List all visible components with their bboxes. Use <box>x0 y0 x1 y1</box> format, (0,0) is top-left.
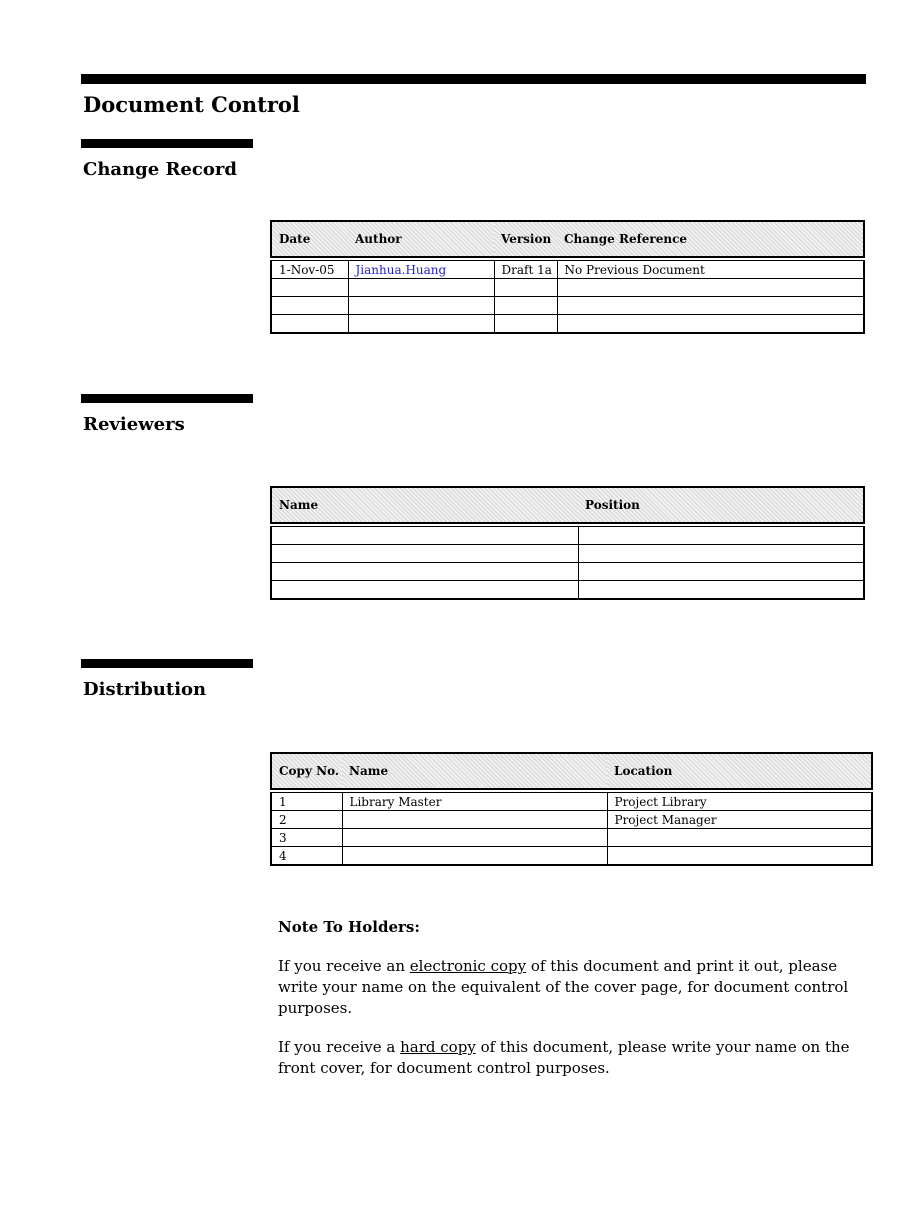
name-cell <box>271 527 578 545</box>
name-cell <box>342 811 607 829</box>
table-row <box>271 793 872 811</box>
name-cell <box>271 545 578 563</box>
column-header-copy-no: Copy No. <box>271 753 342 789</box>
author-cell <box>348 297 494 315</box>
table-row <box>271 545 864 563</box>
section-heading-reviewers: Reviewers <box>83 414 185 435</box>
change-reference-cell <box>557 315 864 334</box>
page-title: Document Control <box>83 92 300 117</box>
position-cell <box>578 527 864 545</box>
author-cell <box>348 279 494 297</box>
version-cell <box>494 297 557 315</box>
section-heading-change-record: Change Record <box>83 159 237 180</box>
location-cell <box>607 847 872 866</box>
reviewers-table <box>270 486 865 600</box>
note-paragraph-hard: If you receive a hard copy of this document, please write your name on the front cover, for document control purposes. <box>278 1038 850 1077</box>
table-header-row <box>271 753 872 789</box>
date-cell <box>271 279 348 297</box>
author-link[interactable]: Jianhua.Huang <box>348 261 494 279</box>
section-rule <box>81 394 253 403</box>
name-cell <box>271 563 578 581</box>
table-row <box>271 829 872 847</box>
change-reference-cell <box>557 279 864 297</box>
column-header-name: Name <box>342 753 607 789</box>
name-cell <box>342 829 607 847</box>
section-rule <box>81 659 253 668</box>
change-record-table <box>270 220 865 334</box>
section-heading-distribution: Distribution <box>83 679 207 700</box>
top-rule <box>81 74 866 84</box>
position-cell <box>578 563 864 581</box>
version-cell <box>494 315 557 334</box>
table-header-row <box>271 221 864 257</box>
version-cell <box>494 279 557 297</box>
copy-no-cell: 4 <box>271 847 342 866</box>
column-header-name: Name <box>271 487 578 523</box>
copy-no-cell: 2 <box>271 811 342 829</box>
table-row <box>271 279 864 297</box>
section-rule <box>81 139 253 148</box>
column-header-location: Location <box>607 753 872 789</box>
location-cell: Project Library <box>607 793 872 811</box>
copy-no-cell: 1 <box>271 793 342 811</box>
table-row <box>271 847 872 866</box>
table-row <box>271 563 864 581</box>
table-row <box>271 811 872 829</box>
name-cell <box>271 581 578 600</box>
name-cell <box>342 847 607 866</box>
column-header-position: Position <box>578 487 864 523</box>
date-cell <box>271 315 348 334</box>
note-to-holders <box>278 917 878 1097</box>
table-row <box>271 581 864 600</box>
table-header-row <box>271 487 864 523</box>
table-row <box>271 297 864 315</box>
table-row <box>271 315 864 334</box>
position-cell <box>578 581 864 600</box>
version-cell: Draft 1a <box>494 261 557 279</box>
position-cell <box>578 545 864 563</box>
location-cell: Project Manager <box>607 811 872 829</box>
copy-no-cell: 3 <box>271 829 342 847</box>
column-header-author: Author <box>348 221 494 257</box>
note-paragraph-electronic: If you receive an electronic copy of this document and print it out, please write your name on the equivalent of the cover page, for document control purposes. <box>278 957 849 1017</box>
change-reference-cell: No Previous Document <box>557 261 864 279</box>
table-row <box>271 261 864 279</box>
change-reference-cell <box>557 297 864 315</box>
date-cell: 1-Nov-05 <box>271 261 348 279</box>
name-cell: Library Master <box>342 793 607 811</box>
column-header-date: Date <box>271 221 348 257</box>
author-cell <box>348 315 494 334</box>
hard-copy-text: hard copy <box>400 1038 476 1056</box>
date-cell <box>271 297 348 315</box>
distribution-table <box>270 752 873 866</box>
electronic-copy-text: electronic copy <box>409 957 527 975</box>
column-header-version: Version <box>494 221 557 257</box>
location-cell <box>607 829 872 847</box>
note-title: Note To Holders: <box>278 918 420 936</box>
column-header-change-reference: Change Reference <box>557 221 864 257</box>
table-row <box>271 527 864 545</box>
